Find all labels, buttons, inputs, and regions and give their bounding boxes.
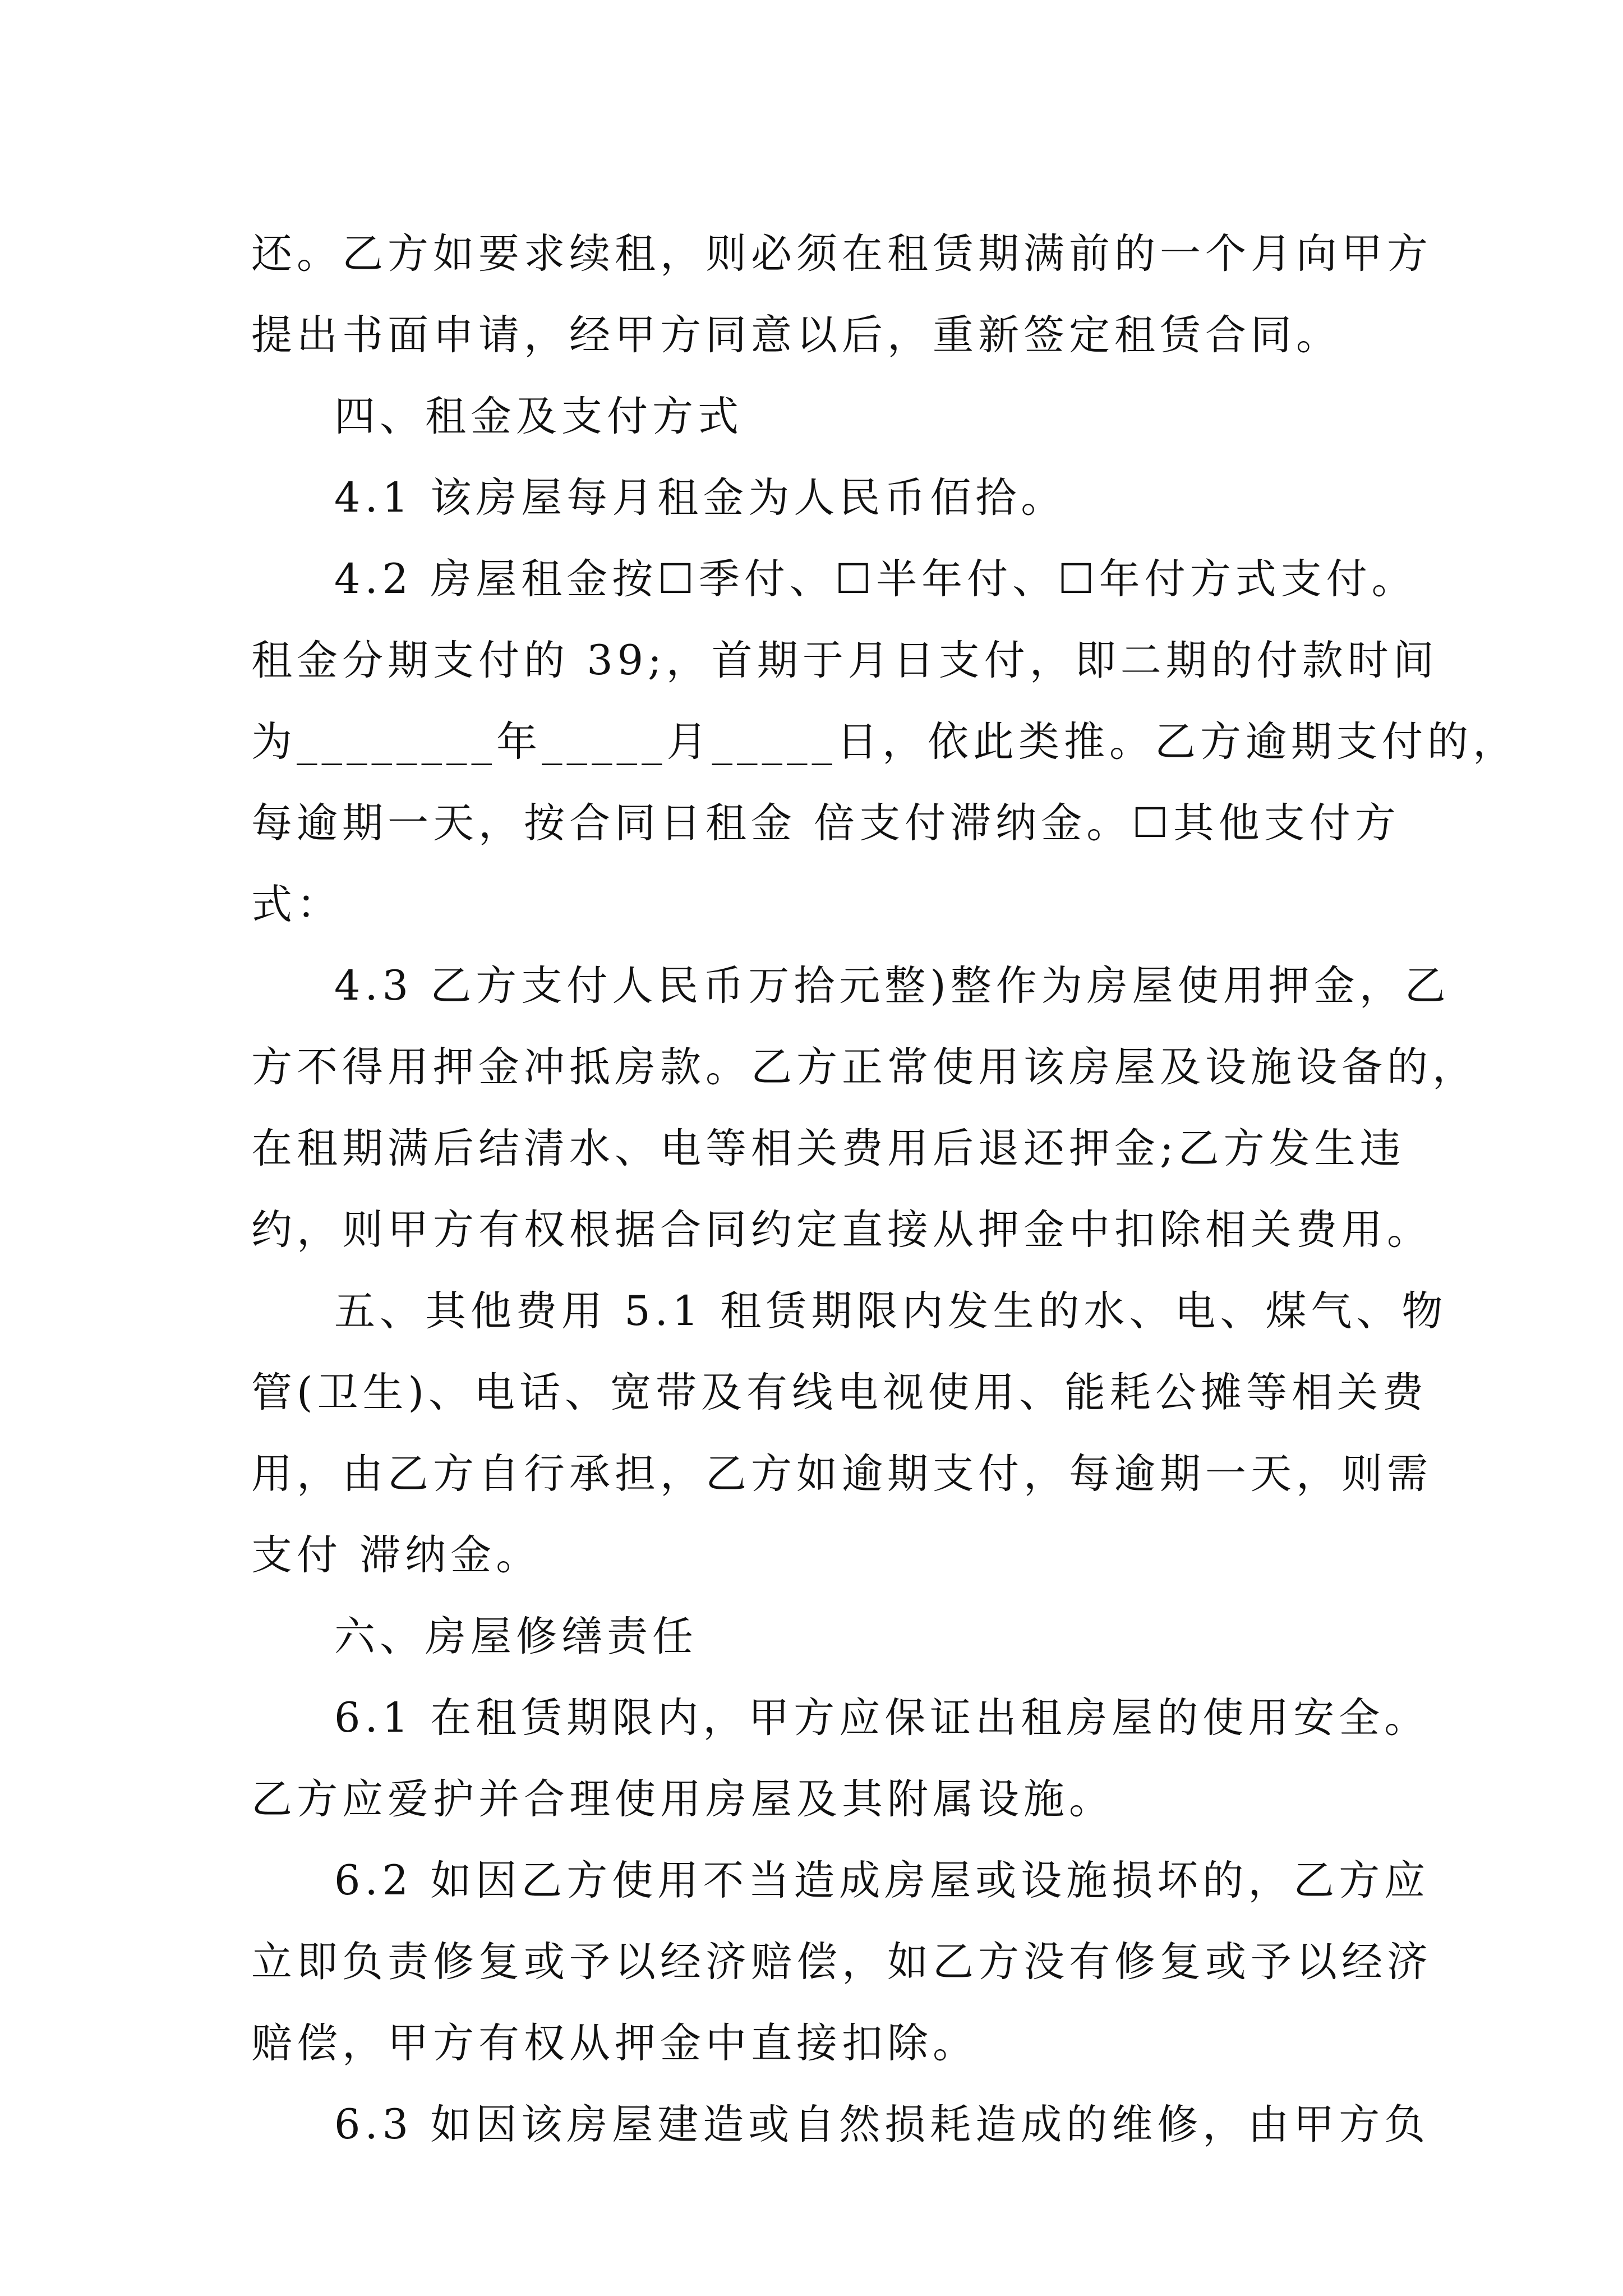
text-line: 在租期满后结清水、电等相关费用后退还押金;乙方发生违 [251, 1125, 1405, 1172]
clause-line: 4.2 房屋租金按☐季付、☐半年付、☐年付方式支付。 [334, 555, 1417, 603]
text-line: 还。乙方如要求续租，则必须在租赁期满前的一个月向甲方 [251, 230, 1432, 278]
text-line: 立即负责修复或予以经济赔偿，如乙方没有修复或予以经济 [251, 1938, 1432, 1986]
text-line: 提出书面申请，经甲方同意以后，重新签定租赁合同。 [251, 311, 1341, 359]
clause-line: 6.3 如因该房屋建造或自然损耗造成的维修，由甲方负 [334, 2101, 1430, 2148]
section-heading: 五、其他费用 5.1 租赁期限内发生的水、电、煤气、物 [334, 1287, 1447, 1335]
text-line: 乙方应爱护并合理使用房屋及其附属设施。 [251, 1775, 1114, 1823]
clause-line: 4.1 该房屋每月租金为人民币佰拾。 [334, 474, 1067, 522]
clause-line: 6.1 在租赁期限内，甲方应保证出租房屋的使用安全。 [334, 1694, 1430, 1742]
clause-line: 4.3 乙方支付人民币万拾元整)整作为房屋使用押金，乙 [334, 962, 1450, 1010]
clause-line: 6.2 如因乙方使用不当造成房屋或设施损坏的，乙方应 [334, 1857, 1430, 1904]
text-line: 用，由乙方自行承担，乙方如逾期支付，每逾期一天，则需 [251, 1450, 1432, 1498]
section-heading: 四、租金及支付方式 [334, 393, 743, 440]
section-heading: 六、房屋修缮责任 [334, 1613, 698, 1660]
text-line: 赔偿，甲方有权从押金中直接扣除。 [251, 2019, 978, 2067]
text-line: 方不得用押金冲抵房款。乙方正常使用该房屋及设施设备的， [251, 1043, 1478, 1091]
text-line: 式： [251, 881, 342, 928]
text-line: 约，则甲方有权根据合同约定直接从押金中扣除相关费用。 [251, 1206, 1432, 1254]
contract-text [251, 213, 1518, 2165]
text-line: 租金分期支付的 39;，首期于月日支付，即二期的付款时间 [251, 637, 1438, 684]
text-line: 为________年_____月_____日，依此类推。乙方逾期支付的， [251, 718, 1518, 766]
text-line: 每逾期一天，按合同日租金 倍支付滞纳金。☐其他支付方 [251, 799, 1400, 847]
text-line: 支付 滞纳金。 [251, 1531, 542, 1579]
text-line: 管(卫生)、电话、宽带及有线电视使用、能耗公摊等相关费 [251, 1369, 1428, 1416]
